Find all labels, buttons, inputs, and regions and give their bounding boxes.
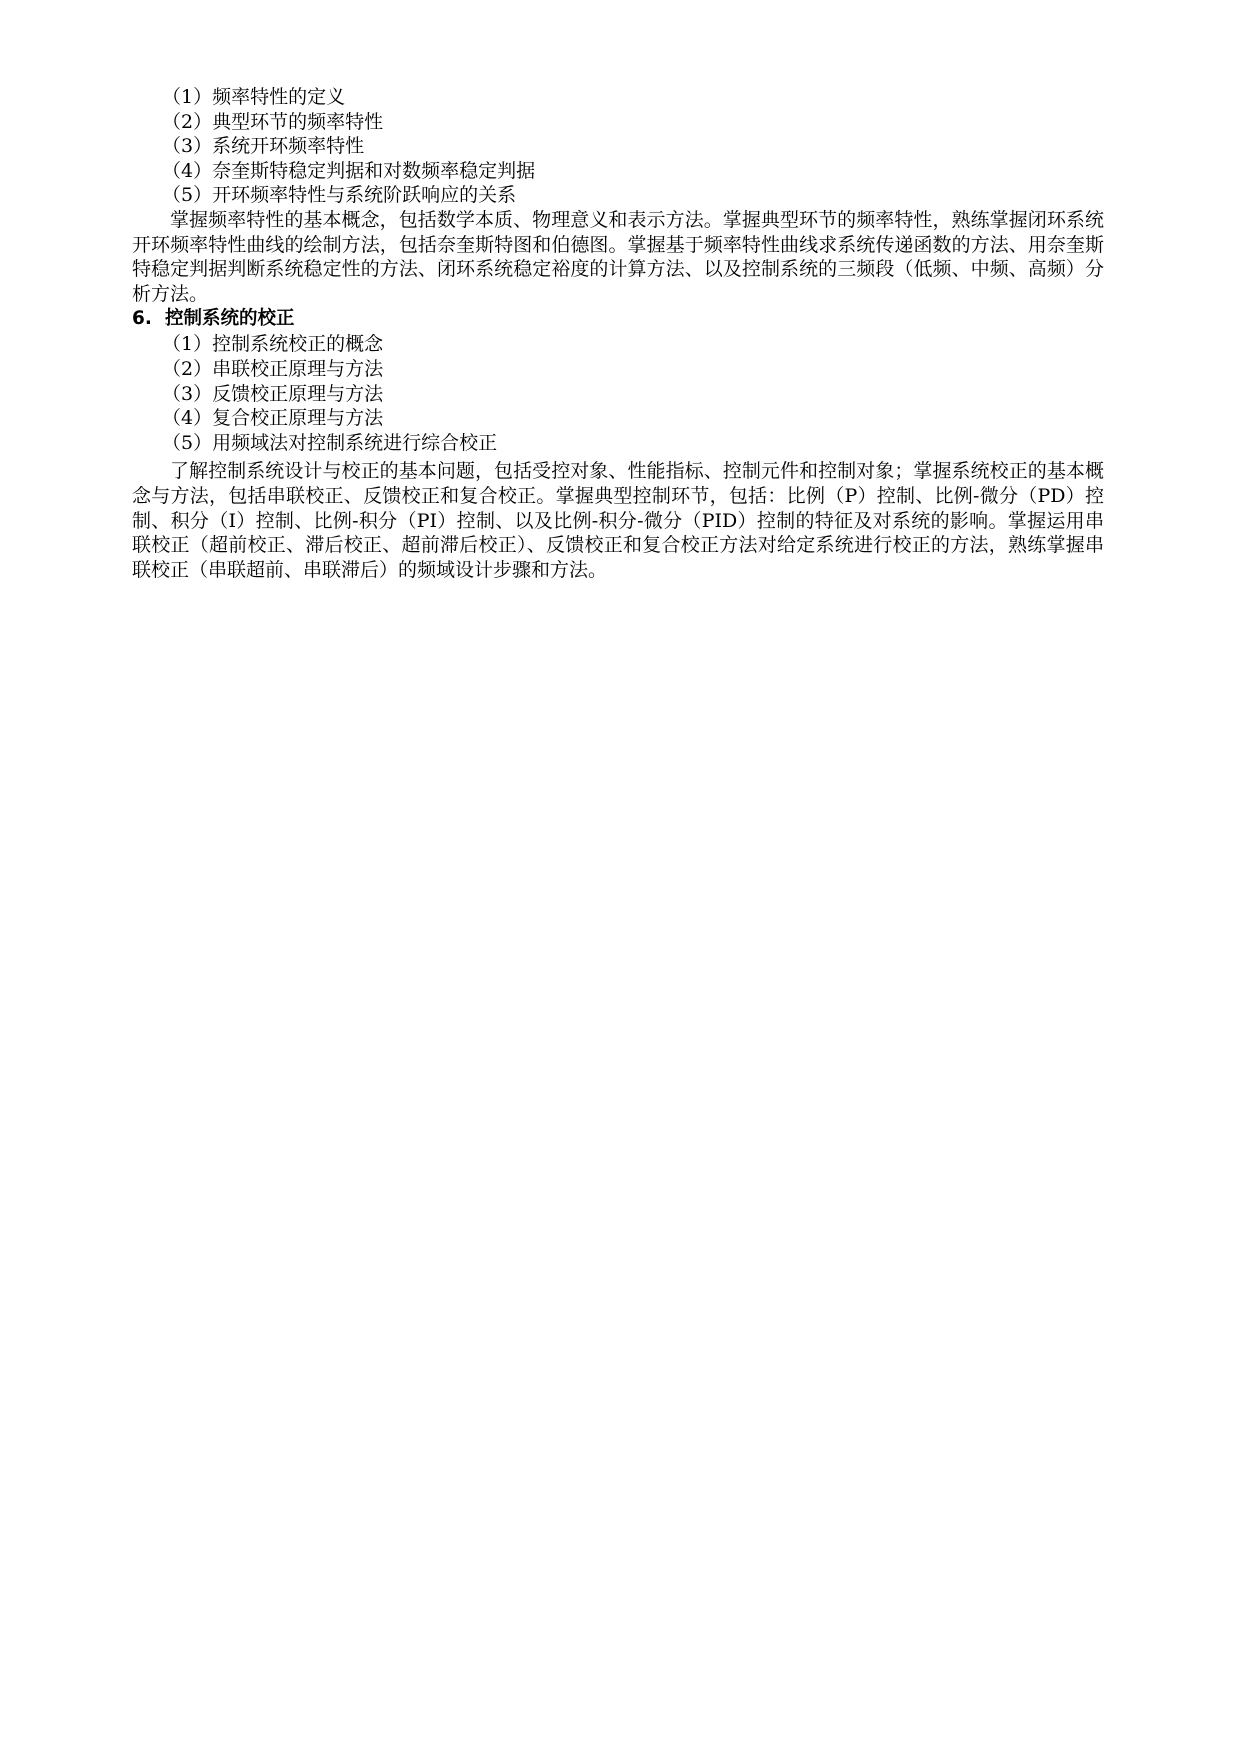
list-item-text: 串联校正原理与方法	[212, 357, 384, 380]
list-item	[132, 357, 1104, 382]
list-item-text: 反馈校正原理与方法	[212, 382, 384, 405]
list-item-text: 典型环节的频率特性	[212, 110, 384, 133]
list-marker: （5）	[162, 184, 213, 207]
section-title: 控制系统的校正	[165, 308, 295, 330]
list-item-text: 频率特性的定义	[212, 86, 346, 108]
section-6-requirements-paragraph: 了解控制系统设计与校正的基本问题，包括受控对象、性能指标、控制元件和控制对象；掌握系统校正的基本概念与方法，包括串联校正、反馈校正和复合校正。掌握典型控制环节，包括：比例（P）控制、比例-微分（PD）控制、积分（I）控制、比例-积分（PI）控制、以及比例-积分-微分（PID）控制的特征及对系统的影响。掌握运用串联校正（超前校正、滞后校正、超前滞后校正）、反馈校正和复合校正方法对给定系统进行校正的方法，熟练掌握串联校正（串联超前、串联滞后）的频域设计步骤和方法。	[132, 460, 1104, 581]
list-marker: （4）	[162, 159, 213, 182]
list-item	[132, 183, 1104, 208]
list-item	[132, 159, 1104, 184]
list-marker: （2）	[162, 357, 213, 380]
list-marker: （1）	[162, 86, 213, 108]
list-item	[132, 382, 1104, 407]
list-marker: （4）	[162, 407, 213, 430]
section-6-heading	[132, 306, 1104, 332]
list-item-text: 系统开环频率特性	[212, 135, 365, 158]
list-item	[132, 332, 1104, 357]
list-item-text: 控制系统校正的概念	[212, 333, 384, 356]
list-item	[132, 134, 1104, 159]
list-marker: （3）	[162, 382, 213, 405]
section-5-requirements-paragraph: 掌握频率特性的基本概念，包括数学本质、物理意义和表示方法。掌握典型环节的频率特性，熟练掌握闭环系统开环频率特性曲线的绘制方法，包括奈奎斯特图和伯德图。掌握基于频率特性曲线求系统传递函数的方法、用奈奎斯特稳定判据判断系统稳定性的方法、闭环系统稳定裕度的计算方法、以及控制系统的三频段（低频、中频、高频）分析方法。	[132, 208, 1104, 305]
list-marker: （5）	[162, 431, 213, 454]
list-marker: （3）	[162, 135, 213, 158]
list-item-text: 复合校正原理与方法	[212, 407, 384, 430]
list-item-text: 奈奎斯特稳定判据和对数频率稳定判据	[212, 159, 536, 182]
list-item-text: 开环频率特性与系统阶跃响应的关系	[212, 184, 517, 207]
list-item	[132, 406, 1104, 431]
list-marker: （1）	[162, 333, 213, 356]
section-5-topic-list	[132, 85, 1104, 208]
list-item-text: 用频域法对控制系统进行综合校正	[212, 431, 498, 454]
list-item	[132, 85, 1104, 110]
list-marker: （2）	[162, 110, 213, 133]
section-6-topic-list	[132, 332, 1104, 455]
section-number: 6.	[132, 308, 152, 330]
list-item	[132, 431, 1104, 456]
list-item	[132, 110, 1104, 135]
document-page	[132, 85, 1104, 582]
